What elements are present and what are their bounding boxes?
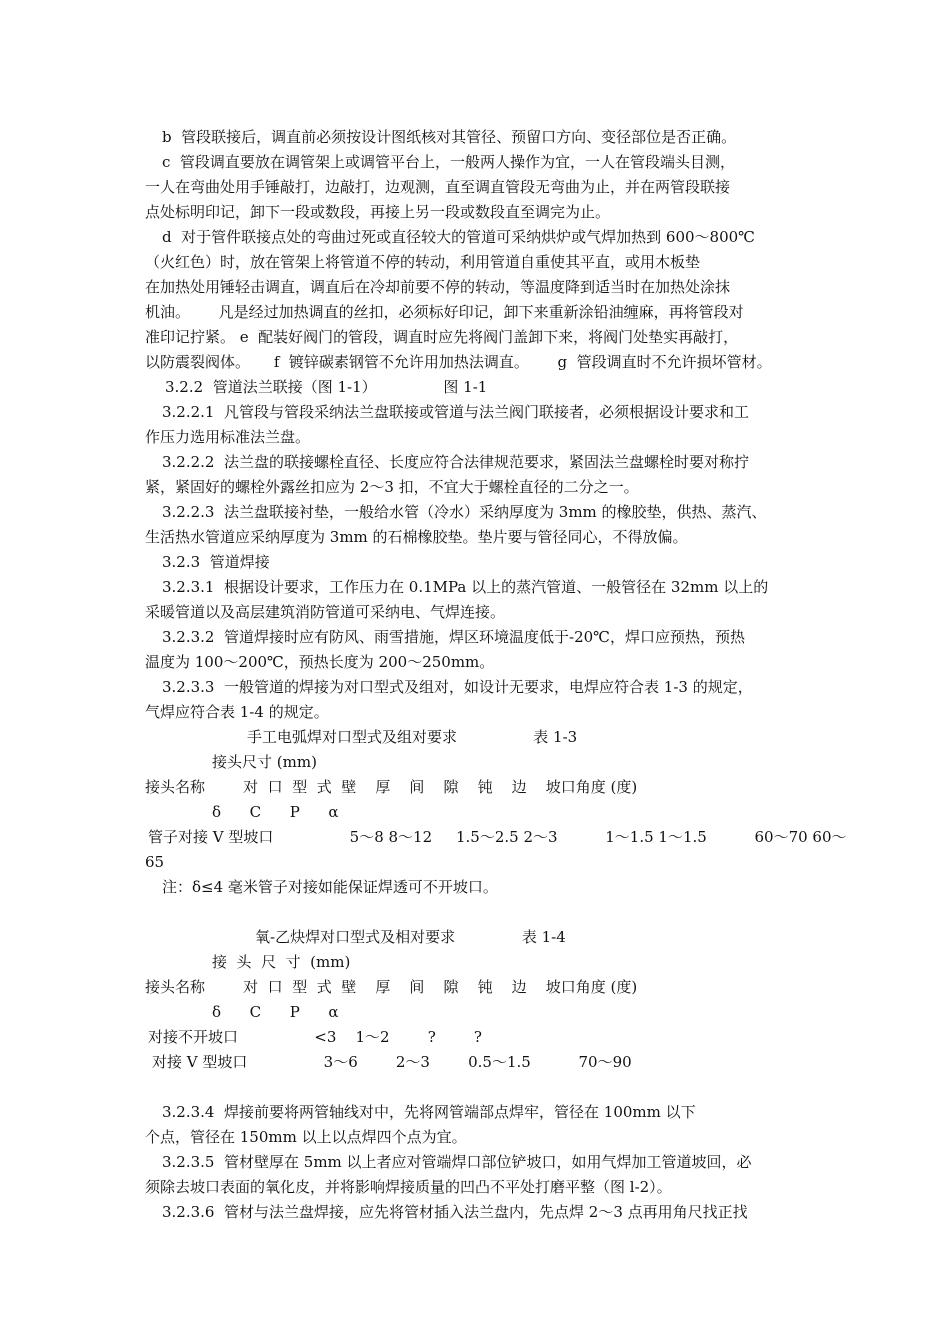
section-heading: 3.2.3 管道焊接 (162, 553, 270, 571)
table-row: 对接 V 型坡口 3～6 2～3 0.5～1.5 70～90 (152, 1053, 632, 1071)
text-line: b 管段联接后，调直前必须按设计图纸核对其管径、预留口方向、变径部位是否正确。 (162, 128, 737, 146)
text-line: c 管段调直要放在调管架上或调管平台上，一般两人操作为宜，一人在管段端头目测， (162, 153, 735, 171)
text-line: 点处标明印记，卸下一段或数段，再接上另一段或数段直至调完为止。 (145, 203, 611, 221)
table-header: 接头尺寸 (mm) (212, 753, 317, 771)
note-line: 注：δ≤4 毫米管子对接如能保证焊透可不开坡口。 (162, 878, 498, 896)
text-line: 3.2.2.2 法兰盘的联接螺栓直径、长度应符合法律规范要求，紧固法兰盘螺栓时要对称拧 (162, 453, 750, 471)
text-line: 个点，管径在 150mm 以上以点焊四个点为宜。 (145, 1128, 467, 1146)
text-line: 温度为 100～200℃，预热长度为 200～250mm。 (145, 653, 495, 671)
text-line: （火红色）时，放在管架上将管道不停的转动，利用管道自重使其平直，或用木板垫 (145, 253, 701, 271)
table-caption: 手工电弧焊对口型式及组对要求 表 1-3 (247, 728, 578, 746)
text-line: 3.2.3.5 管材壁厚在 5mm 以上者应对管端焊口部位铲坡口，如用气焊加工管道坡回，必 (162, 1153, 752, 1171)
text-line: 3.2.2.3 法兰盘联接衬垫，一般给水管（冷水）采纳厚度为 3mm 的橡胶垫，供热、蒸汽、 (162, 503, 767, 521)
table-header: δ C P α (212, 1003, 339, 1021)
table-header: 接头名称 对 口 型 式 壁 厚 间 隙 钝 边 坡口角度 (度) (145, 778, 638, 796)
table-row: 65 (145, 853, 165, 871)
text-line: 须除去坡口表面的氧化皮，并将影响焊接质量的凹凸不平处打磨平整（图 l-2）。 (145, 1178, 672, 1196)
table-row: 对接不开坡口 <3 1～2 ? ? (148, 1028, 482, 1046)
text-line: 机油。 凡是经过加热调直的丝扣，必须标好印记，卸下来重新涂铅油缠麻，再将管段对 (145, 303, 744, 321)
text-line: 准印记拧紧。 e 配装好阀门的管段，调直时应先将阀门盖卸下来，将阀门处垫实再敲打， (145, 328, 739, 346)
text-line: 气焊应符合表 1-4 的规定。 (145, 703, 329, 721)
text-line: 以防震裂阀体。 f 镀锌碳素钢管不允许用加热法调直。 g 管段调直时不允许损坏管材。 (145, 353, 772, 371)
text-line: 3.2.3.1 根据设计要求，工作压力在 0.1MPa 以上的蒸汽管道、一般管径在 32mm 以上的 (162, 578, 769, 596)
text-line: 3.2.3.2 管道焊接时应有防风、雨雪措施，焊区环境温度低于-20℃，焊口应预热，预热 (162, 628, 745, 646)
text-line: 采暖管道以及高层建筑消防管道可采纳电、气焊连接。 (145, 603, 506, 621)
table-header: 接头名称 对 口 型 式 壁 厚 间 隙 钝 边 坡口角度 (度) (145, 978, 638, 996)
text-line: 一人在弯曲处用手锤敲打，边敲打，边观测，直至调直管段无弯曲为止，并在两管段联接 (145, 178, 731, 196)
text-line: 3.2.3.4 焊接前要将两管轴线对中，先将网管端部点焊牢，管径在 100mm 以下 (162, 1103, 696, 1121)
text-line: 3.2.2.1 凡管段与管段采纳法兰盘联接或管道与法兰阀门联接者，必须根据设计要求和工 (162, 403, 750, 421)
table-header: 接 头 尺 寸 (mm) (212, 953, 351, 971)
text-line: 作压力选用标准法兰盘。 (145, 428, 311, 446)
text-line: 生活热水管道应采纳厚度为 3mm 的石棉橡胶垫。垫片要与管径同心，不得放偏。 (145, 528, 688, 546)
text-line: 在加热处用锤轻击调直，调直后在冷却前要不停的转动，等温度降到适当时在加热处涂抹 (145, 278, 731, 296)
text-line: 紧，紧固好的螺栓外露丝扣应为 2～3 扣，不宜大于螺栓直径的二分之一。 (145, 478, 639, 496)
text-line: d 对于管件联接点处的弯曲过死或直径较大的管道可采纳烘炉或气焊加热到 600～800℃ (162, 228, 755, 246)
section-heading: 3.2.2 管道法兰联接（图 1-1） 图 1-1 (165, 378, 488, 396)
table-caption: 氧-乙炔焊对口型式及相对要求 表 1-4 (255, 928, 566, 946)
text-line: 3.2.3.3 一般管道的焊接为对口型式及组对，如设计无要求，电焊应符合表 1-3 的规定， (162, 678, 753, 696)
text-line: 3.2.3.6 管材与法兰盘焊接，应先将管材插入法兰盘内，先点焊 2～3 点再用角尺找正找 (162, 1203, 748, 1221)
table-row: 管子对接 V 型坡口 5～8 8～12 1.5～2.5 2～3 1～1.5 1～1.5 60～70 60～ (148, 828, 847, 846)
table-header: δ C P α (212, 803, 339, 821)
